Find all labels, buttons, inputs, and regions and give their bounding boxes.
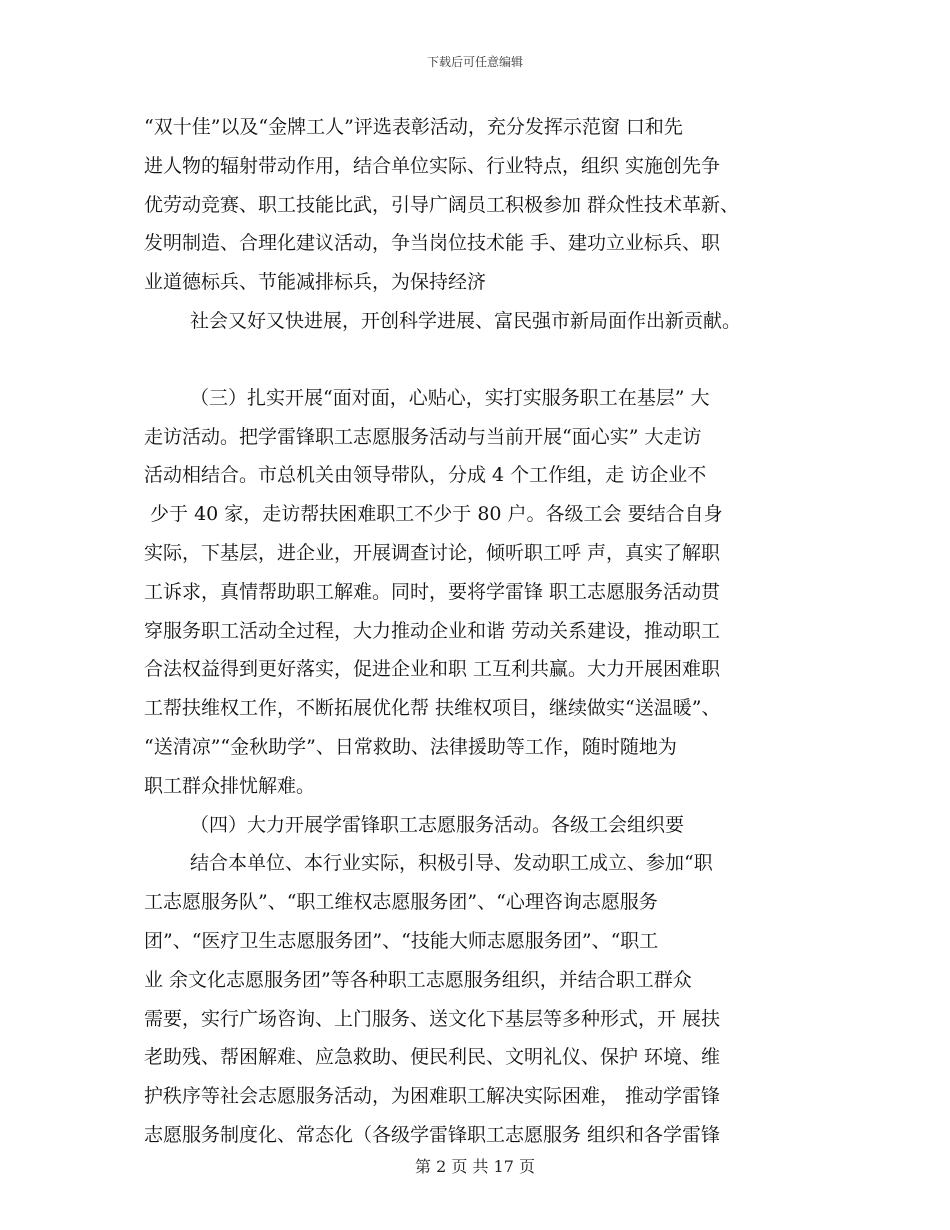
text-line: 业道德标兵、节能减排标兵，为保持经济	[144, 271, 487, 294]
paragraph-gap	[144, 341, 824, 379]
text-line: 进人物的辐射带动作用，结合单位实际、行业特点，组织 实施创先争	[144, 154, 721, 177]
text-line: 老助残、帮困解难、应急救助、便民利民、文明礼仪、保护 环境、维	[144, 1046, 721, 1069]
paragraph-3	[144, 806, 824, 1155]
page-number-footer: 第 2 页 共 17 页	[415, 1157, 535, 1176]
text-line: 团”、“医疗卫生志愿服务团”、“技能大师志愿服务团”、“职工	[144, 929, 659, 952]
text-line: 需要，实行广场咨询、上门服务、送文化下基层等多种形式，开 展扶	[144, 1007, 721, 1030]
text-line: 合法权益得到更好落实，促进企业和职 工互利共赢。大力开展困难职	[144, 658, 721, 681]
text-line: 社会又好又快进展，开创科学进展、富民强市新局面作出新贡献。	[190, 309, 742, 332]
section-heading-4: （四）大力开展学雷锋职工志愿服务活动。各级工会组织要	[190, 813, 685, 836]
text-line: 优劳动竞赛、职工技能比武，引导广阔员工积极参加 群众性技术革新、	[144, 193, 740, 216]
page-header: 下载后可任意编辑	[426, 55, 523, 69]
text-line: “送清凉”“金秋助学”、日常救助、法律援助等工作，随时随地为	[144, 735, 677, 758]
text-line: “双十佳”以及“金牌工人”评选表彰活动，充分发挥示范窗 口和先	[144, 116, 683, 138]
text-line: 少于 40 家，走访帮扶困难职工不少于 80 户。各级工会 要结合自身	[144, 503, 723, 526]
text-line: 结合本单位、本行业实际，积极引导、发动职工成立、参加“职	[190, 852, 713, 875]
text-line: 活动相结合。市总机关由领导带队，分成 4 个工作组，走 访企业不	[144, 464, 707, 487]
text-line: 护秩序等社会志愿服务活动，为困难职工解决实际困难， 推动学雷锋	[144, 1085, 721, 1108]
paragraph-1	[144, 108, 824, 341]
text-line: 穿服务职工活动全过程，大力推动企业和谐 劳动关系建设，推动职工	[144, 619, 721, 642]
section-heading-3: （三）扎实开展“面对面，心贴心，实打实服务职工在基层” 大	[190, 386, 710, 409]
text-line: 工志愿服务队”、“职工维权志愿服务团”、“心理咨询志愿服务	[144, 891, 658, 914]
text-line: 职工群众排忧解难。	[144, 774, 316, 797]
text-line: 实际，下基层，进企业，开展调查讨论，倾听职工呼 声，真实了解职	[144, 541, 721, 564]
text-line: 工帮扶维权工作，不断拓展优化帮 扶维权项目，继续做实“送温暖”、	[144, 697, 721, 720]
document-body	[144, 108, 824, 1155]
text-line: 业 余文化志愿服务团”等各种职工志愿服务组织，并结合职工群众	[144, 968, 692, 991]
paragraph-2	[144, 379, 824, 806]
text-line: 走访活动。把学雷锋职工志愿服务活动与当前开展“面心实” 大走访	[144, 425, 702, 448]
text-line: 工诉求，真情帮助职工解难。同时，要将学雷锋 职工志愿服务活动贯	[144, 580, 721, 603]
text-line: 志愿服务制度化、常态化（各级学雷锋职工志愿服务 组织和各学雷锋	[144, 1123, 721, 1146]
text-line: 发明制造、合理化建议活动，争当岗位技术能 手、建功立业标兵、职	[144, 232, 721, 255]
